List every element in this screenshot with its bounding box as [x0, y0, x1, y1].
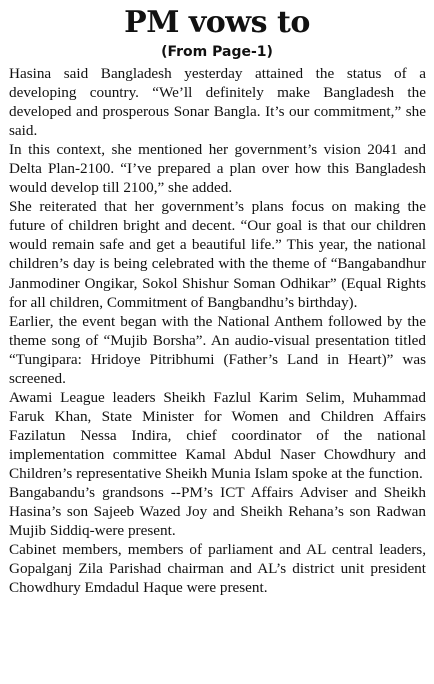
article-headline: PM vows to — [124, 5, 310, 40]
article-paragraph: Hasina said Bangladesh yesterday attained the status of a developing country. “We’ll definitely make Bangladesh the developed and prosperous Sonar Bangla. It’s our commitment,” she said. — [9, 65, 426, 140]
article-paragraph: Earlier, the event began with the National Anthem followed by the theme song of “Mujib Borsha”. An audio-visual presentation titled “Tungipara: Hridoye Pitribhumi (Father’s Land in Heart)” was screened. — [9, 312, 426, 387]
continuation-label: (From Page-1) — [161, 44, 273, 60]
article-paragraph: In this context, she mentioned her government’s vision 2041 and Delta Plan-2100. “I’ve prepared a plan over how this Bangladesh would develop till 2100,” she added. — [9, 141, 426, 197]
article-paragraph: Cabinet members, members of parliament and AL central leaders, Gopalganj Zila Parishad chairman and AL’s district unit president Chowdhury Emdadul Haque were present. — [9, 541, 426, 597]
article-paragraph: She reiterated that her government’s plans focus on making the future of children bright and decent. “Our goal is that our children would remain safe and get a beautiful life.” This year, the national children’s day is being celebrated with the theme of “Bangabandhur Janmodiner Ongikar, Sokol Shishur Soman Odhikar” (Equal Rights for all children, Commitment of Bangbandhu’s birthday). — [9, 198, 426, 311]
article-paragraph: Awami League leaders Sheikh Fazlul Karim Selim, Muhammad Faruk Khan, State Minister for Women and Children Affairs Fazilatun Nessa Indira, chief coordinator of the national implementation committee Kamal Abdul Naser Chowdhury and Children’s representative Sheikh Munia Islam spoke at the function. — [9, 388, 426, 482]
article-body — [9, 64, 426, 597]
article-paragraph: Bangabandu’s grandsons --PM’s ICT Affairs Adviser and Sheikh Hasina’s son Sajeeb Wazed Joy and Sheikh Rehana’s son Radwan Mujib Siddiq-were present. — [9, 484, 426, 540]
